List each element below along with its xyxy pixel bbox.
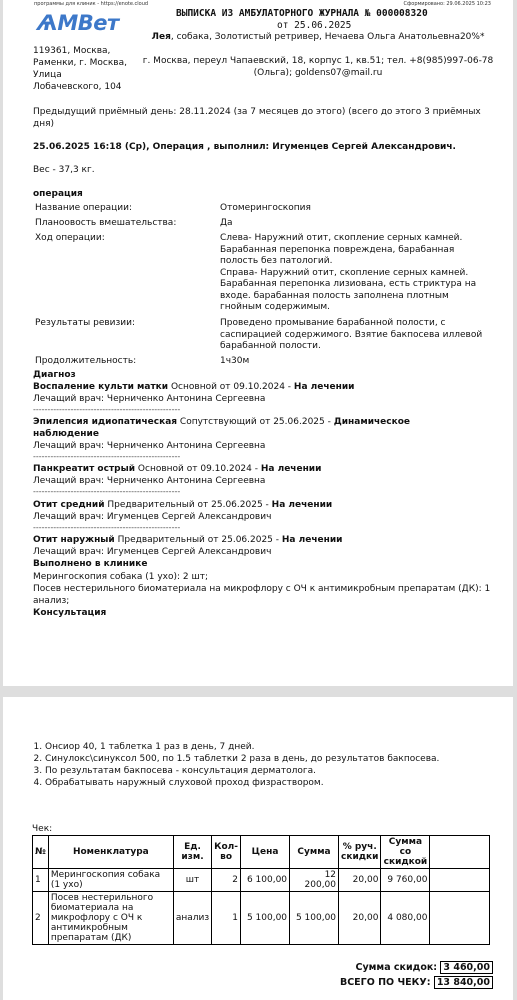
- operation-value-planned: Да: [220, 218, 233, 228]
- print-header: [3, 0, 513, 8]
- recommendation-item: 2. Синулокс\синуксол 500, по 1.5 таблетки 2 раза в день, до результатов бакпосева.: [45, 753, 497, 765]
- operation-label-planned: Планоовость вмешательства:: [35, 218, 177, 228]
- generated-timestamp: Сформировано: 29.06.2025 10:23: [403, 1, 491, 7]
- diagnosis-title: Диагноз: [33, 370, 76, 380]
- discount-summary: Сумма скидок: 3 460,00: [356, 961, 494, 974]
- patient-contact: г. Москва, переул Чапаевский, 18, корпус 1, кв.51; тел. +8(985)997-06-78 (Ольга); goldens07@mail.ru: [142, 56, 494, 78]
- diagnosis-doctor: Лечащий врач: Черниченко Антонина Сергеевна: [33, 394, 266, 404]
- recommendation-item: 1. Онсиор 40, 1 таблетка 1 раз в день, 7 дней.: [45, 741, 497, 753]
- recommendation-item: 3. По результатам бакпосева - консультация дерматолога.: [45, 765, 497, 777]
- diagnosis-doctor: Лечащий врач: Черниченко Антонина Сергеевна: [33, 441, 266, 451]
- diagnosis-separator: ---------------------------------------------------: [33, 487, 181, 496]
- document-page-1: [3, 0, 513, 686]
- col-price: Цена: [241, 836, 290, 869]
- clinic-logo: ѦМВет: [37, 11, 119, 35]
- document-title: ВЫПИСКА ИЗ АМБУЛАТОРНОГО ЖУРНАЛА № 000008320: [176, 8, 428, 19]
- check-label: Чек:: [32, 824, 53, 834]
- diagnosis-separator: ---------------------------------------------------: [33, 405, 181, 414]
- col-name: Номенклатура: [48, 836, 173, 869]
- check-total: 13 840,00: [434, 976, 493, 989]
- check-header-row: [33, 836, 490, 869]
- discount-total: 3 460,00: [440, 961, 493, 974]
- clinic-address: 119361, Москва, Раменки, г. Москва, Улица Лобачевского, 104: [33, 46, 127, 92]
- operation-value-duration: 1ч30м: [220, 356, 250, 366]
- diagnosis-item: Отит наружный Предварительный от 25.06.2025 - На лечении: [33, 535, 343, 545]
- table-row: 2 Посев нестерильного биоматериала на микрофлору с ОЧ к антимикробным препаратам (ДК) анализ 1 5 100,00 5 100,00 20,00 4 080,00: [33, 892, 490, 945]
- operation-value-course: Слева- Наружний отит, скопление серных камней. Барабанная перепонка повреждена, барабанная полость без патологий. Справа- Наружний отит, скопление серных камней. Барабанная перепонка лизиована, есть стриктура на входе. барабанная полость заполнена плотным гнойным содержимым.: [220, 233, 477, 312]
- check-table: [32, 835, 490, 945]
- diagnosis-doctor: Лечащий врач: Игуменцев Сергей Александрович: [33, 512, 272, 522]
- operation-label-duration: Продолжительность:: [35, 356, 137, 366]
- diagnosis-item: Панкреатит острый Основной от 09.10.2024 - На лечении: [33, 464, 322, 474]
- operation-value-revision: Проведено промывание барабанной полости, с саспирацией содержимого. Взятие бакпосева иллевой барабанной полости.: [220, 318, 483, 351]
- diagnosis-separator: ---------------------------------------------------: [33, 452, 181, 461]
- previous-visit-info: Предыдущий приёмный день: 28.11.2024 (за 7 месяцев до этого) (всего до этого 3 приёмных дня): [33, 107, 481, 129]
- patient-description: , собака, Золотистый ретривер, Нечаева Ольга Анатольевна20%*: [170, 32, 485, 42]
- document-page-2: [3, 697, 513, 1000]
- col-extra: [430, 836, 490, 869]
- recommendation-item: 4. Обрабатывать наружный слуховой проход физраствором.: [45, 777, 497, 789]
- performed-line: Посев нестерильного биоматериала на микрофлору с ОЧ к антимикробным препаратам (ДК): 1 анализ;: [33, 584, 491, 606]
- diagnosis-item: Эпилепсия идиопатическая Сопутствующий от 25.06.2025 - Динамическое наблюдение: [33, 417, 411, 439]
- diagnosis-doctor: Лечащий врач: Игуменцев Сергей Александрович: [33, 547, 272, 557]
- diagnosis-separator: ---------------------------------------------------: [33, 523, 181, 532]
- col-qty: Кол-во: [212, 836, 241, 869]
- col-total: Сумма со скидкой: [381, 836, 430, 869]
- col-number: №: [33, 836, 49, 869]
- col-unit: Ед. изм.: [173, 836, 211, 869]
- patient-weight: Вес - 37,3 кг.: [33, 165, 95, 175]
- operation-label-name: Название операции:: [35, 203, 133, 213]
- performed-title: Выполнено в клинике: [33, 559, 148, 569]
- col-sum: Сумма: [290, 836, 339, 869]
- patient-info: [140, 32, 496, 44]
- table-row: 1 Мерингоскопия собака (1 ухо) шт 2 6 100,00 12 200,00 20,00 9 760,00: [33, 869, 490, 892]
- diagnosis-item: Отит средний Предварительный от 25.06.2025 - На лечении: [33, 500, 333, 510]
- diagnosis-doctor: Лечащий врач: Черниченко Антонина Сергеевна: [33, 476, 266, 486]
- document-date: от 25.06.2025: [277, 20, 352, 31]
- visit-heading: 25.06.2025 16:18 (Ср), Операция , выполнил: Игуменцев Сергей Александрович.: [33, 142, 456, 152]
- operation-label-revision: Результаты ревизии:: [35, 318, 136, 328]
- check-total-summary: ВСЕГО ПО ЧЕКУ: 13 840,00: [340, 976, 493, 989]
- consultation-title: Консультация: [33, 608, 107, 618]
- recommendations-list: [27, 741, 497, 789]
- software-link[interactable]: программы для клиник - https://enote.cloud: [34, 1, 149, 7]
- diagnosis-item: Воспаление культи матки Основной от 09.10.2024 - На лечении: [33, 382, 355, 392]
- operation-section-title: операция: [33, 189, 83, 199]
- operation-label-course: Ход операции:: [35, 233, 105, 243]
- operation-value-name: Отомерингоскопия: [220, 203, 311, 213]
- patient-name: Лея: [151, 32, 171, 42]
- col-discount: % руч. скидки: [339, 836, 381, 869]
- performed-line: Мерингоскопия собака (1 ухо): 2 шт;: [33, 572, 208, 582]
